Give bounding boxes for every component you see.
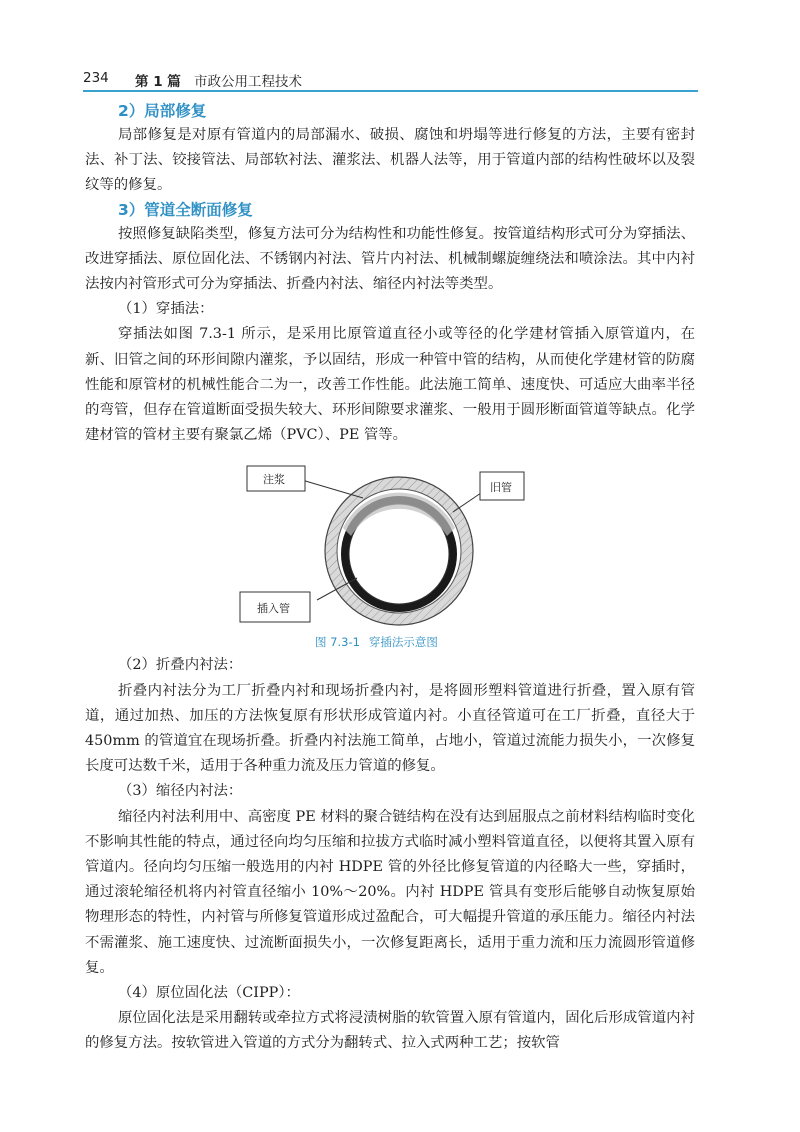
paragraph-local-repair: 局部修复是对原有管道内的局部漏水、破损、腐蚀和坍塌等进行修复的方法，主要有密封法、补丁法、铰接管法、局部软衬法、灌浆法、机器人法等，用于管道内部的结构性破坏以及裂纹等的修复。 <box>85 127 695 194</box>
method-3-title: （3）缩径内衬法： <box>118 783 243 800</box>
figure-caption-number: 图 7.3-1 <box>315 635 360 650</box>
heading-local-repair: 2）局部修复 <box>118 102 207 120</box>
figure-7-3-1 <box>85 458 695 653</box>
method-2-title: （2）折叠内衬法： <box>118 657 243 674</box>
figure-caption-text: 穿插法示意图 <box>368 635 438 650</box>
page-body <box>85 100 695 1057</box>
label-old-pipe: 旧管 <box>490 481 512 495</box>
chapter-title: 市政公用工程技术 <box>194 74 302 90</box>
figure-caption <box>315 634 515 650</box>
part-label: 第 1 篇 <box>135 74 181 90</box>
method-4-title: （4）原位固化法（CIPP）： <box>118 985 300 1002</box>
method-4-paragraph: 原位固化法是采用翻转或牵拉方式将浸渍树脂的软管置入原有管道内，固化后形成管道内衬的修复方法。按软管进入管道的方式分为翻转式、拉入式两种工艺；按软管 <box>85 1010 695 1052</box>
method-3-paragraph: 缩径内衬法利用中、高密度 PE 材料的聚合链结构在没有达到屈服点之前材料结构临时变化不影响其性能的特点，通过径向均匀压缩和拉拔方式临时减小塑料管道直径，以便将其置入原有管道内。径向均匀压缩一般选用的内衬 HDPE 管的外径比修复管道的内径略大一些，穿插时，通过滚轮缩径机将内衬管直径缩小 10%～20%。内衬 HDPE 管具有变形后能够自动恢复原始物理形态的特性，内衬管与所修复管道形成过盈配合，可大幅提升管道的承压能力。缩径内衬法不需灌浆、施工速度快、过流断面损失小，一次修复距离长，适用于重力流和压力流圆形管道修复。 <box>85 808 695 976</box>
method-1-paragraph: 穿插法如图 7.3-1 所示，是采用比原管道直径小或等径的化学建材管插入原管道内，在新、旧管之间的环形间隙内灌浆，予以固结，形成一种管中管的结构，从而使化学建材管的防腐性能和原管材的机械性能合二为一，改善工作性能。此法施工简单、速度快、可适应大曲率半径的弯管，但存在管道断面受损失较大、环形间隙要求灌浆、一般用于圆形断面管道等缺点。化学建材管的管材主要有聚氯乙烯（PVC）、PE 管等。 <box>85 326 695 444</box>
heading-full-section-repair: 3）管道全断面修复 <box>118 200 253 219</box>
label-grout: 注浆 <box>263 473 285 487</box>
method-2-paragraph: 折叠内衬法分为工厂折叠内衬和现场折叠内衬，是将圆形塑料管道进行折叠，置入原有管道，通过加热、加压的方法恢复原有形状形成管道内衬。小直径管道可在工厂折叠，直径大于 450mm 的管道宜在现场折叠。折叠内衬法施工简单，占地小，管道过流能力损失小，一次修复长度可达数千米，适用于各种重力流及压力管道的修复。 <box>85 682 695 775</box>
leader-old-pipe <box>453 493 481 512</box>
page-number: 234 <box>83 70 109 86</box>
slip-lining-diagram <box>235 458 525 633</box>
leader-grout <box>302 480 363 498</box>
running-header <box>83 66 698 92</box>
method-1-title: （1）穿插法： <box>118 301 214 318</box>
paragraph-full-section-repair: 按照修复缺陷类型，修复方法可分为结构性和功能性修复。按管道结构形式可分为穿插法、改进穿插法、原位固化法、不锈钢内衬法、管片内衬法、机械制螺旋缠绕法和喷涂法。其中内衬法按内衬管形式可分为穿插法、折叠内衬法、缩径内衬法等类型。 <box>85 225 695 293</box>
label-insert-pipe: 插入管 <box>257 602 290 616</box>
